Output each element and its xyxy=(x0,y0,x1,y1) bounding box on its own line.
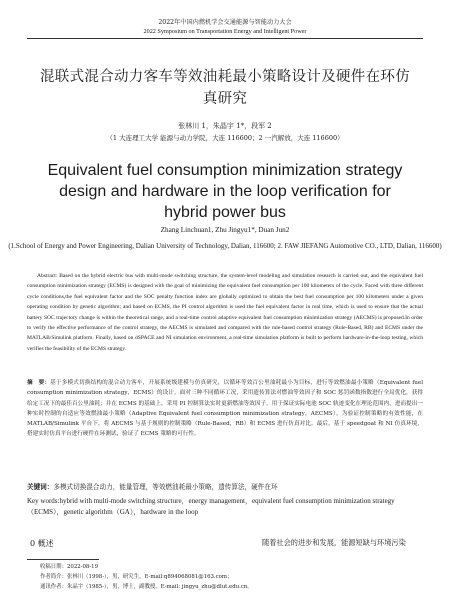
abstract-cn-label: 摘 要： xyxy=(27,380,51,386)
footnote-corresponding: 通讯作者：朱晶宇（1985-），男，博士，副教授，E-mail: jingyu_zhu@dlut.edu.cn。 xyxy=(40,584,253,590)
footnote-author-bio: 作者简介：张林川（1998-），男，研究生，E-mail:q894068081@163.com； xyxy=(40,574,233,580)
paper-title-en: Equivalent fuel consumption minimization strategy design and hardware in the loop verification for hybrid power bus xyxy=(47,162,403,221)
keywords-cn-label: 关键词： xyxy=(27,483,54,491)
footnote-rule xyxy=(27,559,99,560)
keywords-en-label: Key words: xyxy=(27,497,60,505)
conference-header-cn: 2022年中国内燃机学会交通能源与智能动力大会 xyxy=(158,19,292,26)
keywords-en xyxy=(27,496,423,518)
intro-text: 随着社会的进步和发展，能源短缺与环境污染 xyxy=(262,538,406,547)
authors-en: Zhang Linchuan1, Zhu Jingyu1*, Duan Jun2 xyxy=(160,226,290,234)
abstract-cn-text: 基于多模式切换结构的混合动力客车，开展系统级建模与仿真研究，以循环等效百公里油耗最小为目标，进行等效燃油最小策略（Equivalent fuel consumption minimization strategy，ECMS）的设计。面对三种不同循环工况，采用遗传算法对燃油等效因子和 SOC 惩罚函数指数进行全局优化，获得给定工况下的最佳百公里油耗；并在 ECMS 的基础上，采用 PI 控制算法实时更新燃油等效因子，用于保证实际电池 SOC 轨迹变化在理论范围内，进而提出一种实时控制的自适应等效燃油最小策略（Adaptive Equivalent fuel consumption minimization strategy，AECMS）。为验证控制策略的有效性能，在 MATLAB/Simulink 平台下，将 AECMS 与基于规则的控制策略（Rule-Based，RB）和 ECMS 进行仿真对比。最后，基于 speedgoat 和 NI 仿真环境，搭建实时仿真平台进行硬件在环测试，验证了 ECMS 策略的可行性。 xyxy=(27,380,423,438)
keywords-cn-text: 多模式切换混合动力，能量管理，等效燃油耗最小策略，遗传算法，硬件在环 xyxy=(53,483,278,491)
abstract-en: Abstract: Based on the hybrid electric bus with multi-mode switching structure, the system-level modeling and simulation research is carried out, and the equivalent fuel consumption minimization strategy (ECMS) is designed with the goal of minimizing the equivalent fuel consumption per 100 kilometers of the cycle. Faced with three different cycle conditions,the fuel equivalent factor and the SOC penalty function index are globally optimized to obtain the best fuel consumption per 100 kilometers under a given operating condition by genetic algorithm; and based on ECMS, the PI control algorithm is used the fuel equivalent factor in real time, which is used to ensure that the actual battery SOC trajectory change is within the theoretical range, and a real-time control adaptive equivalent fuel consumption minimization strategy (AECMS) is proposed.In order to verify the effective performance of the control strategy, the AECMS is simulated and compared with the rule-based control strategy (Rule-Based, RB) and ECMS under the MATLAB/Simulink platform. Finally, based on dSPACE and NI simulation environment, a real-time simulation platform is built to perform hardware-in-the-loop testing, which verifies the feasibility of the ECMS strategy. xyxy=(27,273,423,352)
affiliation-en: (1.School of Energy and Power Engineering, Dalian University of Technology, Dalian, 116600; 2. FAW JIEFANG Automotive CO., LTD, Dalian, 116600) xyxy=(8,242,442,250)
authors-cn: 张林川 1，朱晶宇 1*，段军 2 xyxy=(178,122,272,130)
affiliation-cn: （1 大连理工大学 能源与动力学院，大连 116600；2 一汽解放，大连 116600） xyxy=(106,134,344,142)
footnote-received: 收稿日期：2022-08-19 xyxy=(40,564,99,570)
abstract-cn xyxy=(27,378,423,440)
keywords-cn xyxy=(27,481,423,491)
header-rule xyxy=(27,38,423,39)
keywords-en-text: hybrid with multi-mode switching structure，energy management，equivalent fuel consumption minimization strategy（ECMS），genetic algorithm（GA），hardware in the loop xyxy=(27,497,395,516)
section-heading: 0 概述 xyxy=(30,539,54,548)
conference-header-en: 2022 Symposium on Transportation Energy and Intelligent Power xyxy=(143,28,307,35)
paper-title-cn: 混联式混合动力客车等效油耗最小策略设计及硬件在环仿真研究 xyxy=(40,69,410,107)
